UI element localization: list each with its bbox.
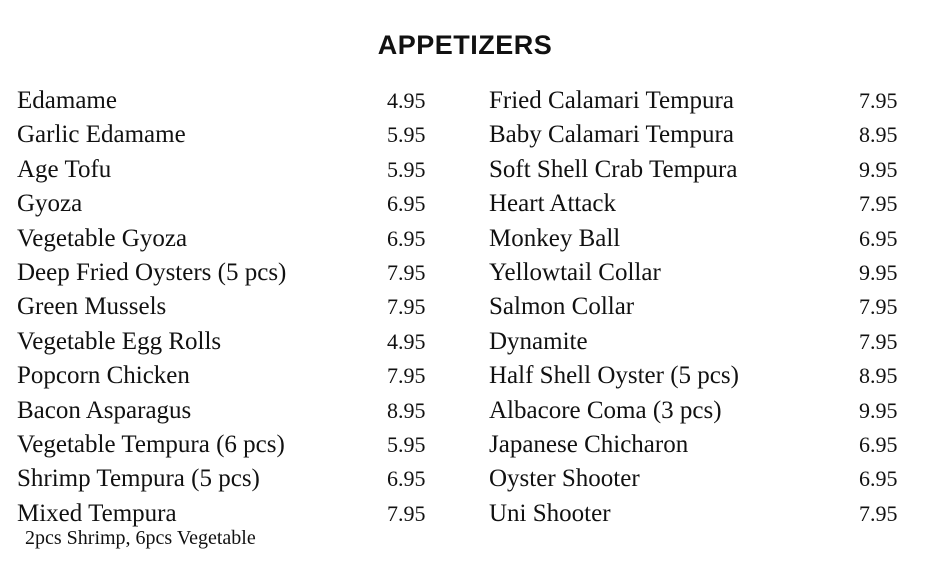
menu-item-price: 7.95 [387,500,426,526]
menu-item-price: 9.95 [859,156,898,182]
menu-item [17,256,447,290]
menu-item [17,497,447,549]
menu-item [489,290,919,324]
menu-item-price: 7.95 [859,500,898,526]
menu-item-price: 7.95 [387,363,426,389]
menu-item-name: Albacore Coma (3 pcs) [489,396,722,424]
menu-item-price: 6.95 [859,466,898,492]
menu-item [17,290,447,324]
menu-item-name: Age Tofu [17,155,112,183]
menu-item-price: 8.95 [387,397,426,423]
menu-item [489,222,919,256]
menu-item [17,325,447,359]
menu-item-price: 6.95 [859,431,898,457]
menu-item [17,462,447,496]
menu-item [17,187,447,221]
menu-item-name: Heart Attack [489,190,617,218]
menu-item [17,394,447,428]
menu-item-price: 5.95 [387,431,426,457]
menu-item-price: 7.95 [859,294,898,320]
menu-item [17,359,447,393]
menu-item-price: 7.95 [387,294,426,320]
menu-item [17,222,447,256]
menu-item-price: 7.95 [859,328,898,354]
menu-item [489,187,919,221]
menu-item-name: Gyoza [17,190,83,218]
menu-item-name: Uni Shooter [489,499,611,527]
menu-item [489,256,919,290]
menu-item-price: 9.95 [859,397,898,423]
menu-item-name: Monkey Ball [489,224,621,252]
menu-item-name: Edamame [17,87,117,114]
menu-item-name: Vegetable Gyoza [17,224,188,252]
menu-item-note: 2pcs Shrimp, 6pcs Vegetable [25,526,256,549]
menu-item-name: Dynamite [489,327,588,355]
menu-item [17,153,447,187]
right-menu-column [489,84,919,531]
menu-item-name: Japanese Chicharon [489,430,689,458]
menu-item-price: 6.95 [387,191,426,217]
menu-item [489,153,919,187]
menu-item-name: Shrimp Tempura (5 pcs) [17,465,260,493]
menu-item-name: Fried Calamari Tempura [489,87,734,114]
menu-item-name: Green Mussels [17,293,167,321]
menu-item-name: Vegetable Tempura (6 pcs) [17,430,285,458]
menu-item [17,118,447,152]
menu-item [489,394,919,428]
menu-item-price: 7.95 [387,259,426,285]
menu-item-name: Bacon Asparagus [17,396,192,424]
menu-item [489,84,919,118]
menu-item [489,428,919,462]
menu-item-price: 6.95 [387,225,426,251]
menu-item [489,359,919,393]
menu-item-name: Salmon Collar [489,293,635,321]
menu-item-name: Mixed Tempura [17,499,177,527]
menu-item [489,118,919,152]
menu-item-name: Popcorn Chicken [17,362,190,390]
menu-item-price: 9.95 [859,259,898,285]
menu-item [17,84,447,118]
menu-item-price: 7.95 [859,191,898,217]
menu-item [17,428,447,462]
menu-item-name: Soft Shell Crab Tempura [489,155,738,183]
menu-item-price: 7.95 [859,88,898,113]
menu-item-price: 5.95 [387,122,426,148]
menu-item-name: Deep Fried Oysters (5 pcs) [17,258,287,286]
menu-item-price: 6.95 [387,466,426,492]
menu-item [489,325,919,359]
menu-item-price: 5.95 [387,156,426,182]
menu-item-name: Vegetable Egg Rolls [17,327,222,355]
menu-item [489,497,919,531]
menu-item-price: 6.95 [859,225,898,251]
menu-item-price: 4.95 [387,328,426,354]
menu-item-name: Half Shell Oyster (5 pcs) [489,362,739,390]
menu-item-price: 8.95 [859,122,898,148]
left-menu-column [17,84,447,549]
menu-item [489,462,919,496]
menu-item-price: 8.95 [859,363,898,389]
menu-title: APPETIZERS [377,30,553,60]
menu-item-price: 4.95 [387,88,426,113]
menu-item-name: Garlic Edamame [17,121,186,149]
menu-item-name: Oyster Shooter [489,465,640,493]
menu-item-name: Yellowtail Collar [489,258,661,286]
menu-item-name: Baby Calamari Tempura [489,121,734,149]
